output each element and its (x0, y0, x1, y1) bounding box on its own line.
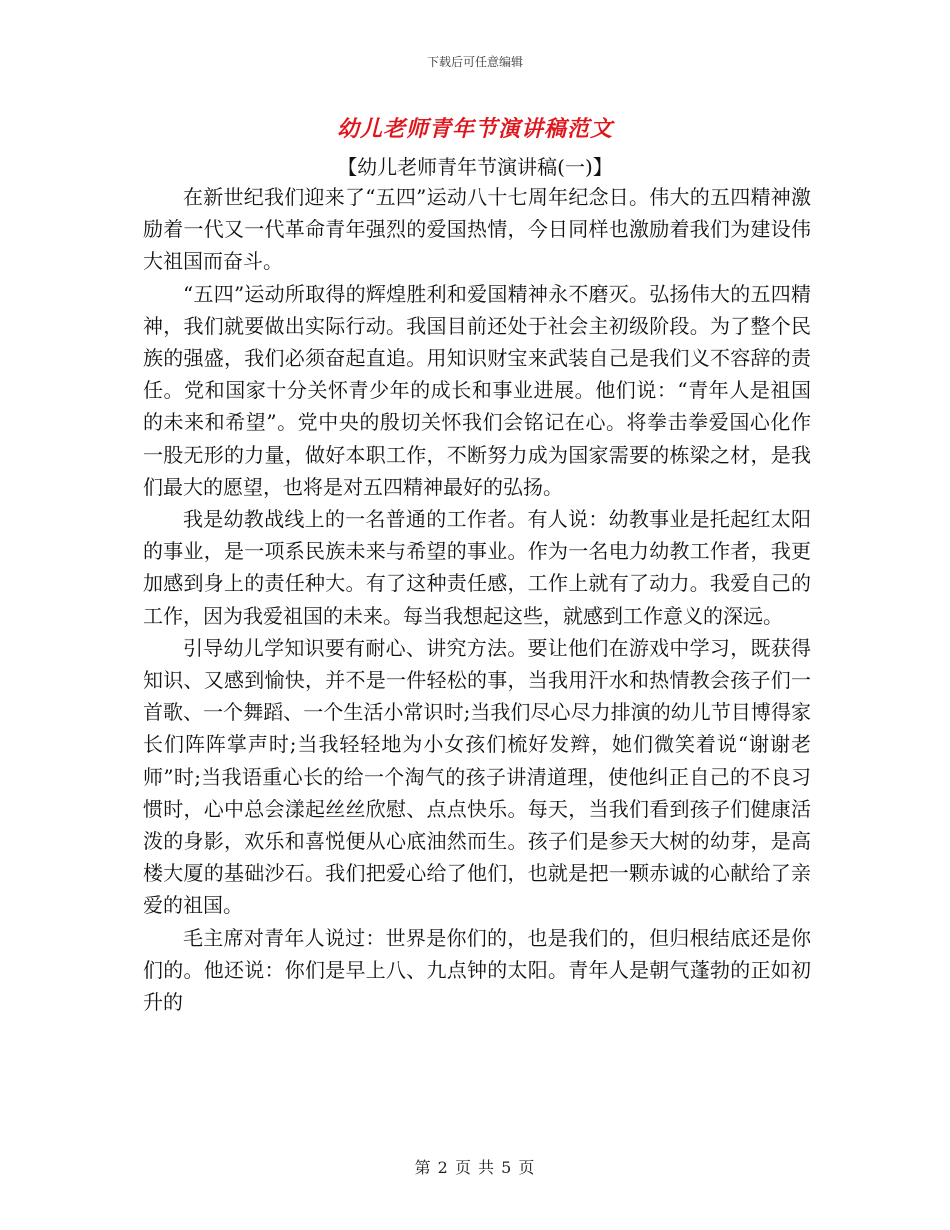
document-title: 幼儿老师青年节演讲稿范文 (336, 117, 613, 142)
paragraph: 引导幼儿学知识要有耐心、讲究方法。要让他们在游戏中学习，既获得知识、又感到愉快，并不是一件轻松的事，当我用汗水和热情教会孩子们一首歌、一个舞蹈、一个生活小常识时;当我们尽心尽力排演的幼儿节目博得家长们阵阵掌声时;当我轻轻地为小女孩们梳好发辫，她们微笑着说“谢谢老师”时;当我语重心长的给一个淘气的孩子讲清道理，使他纠正自己的不良习惯时，心中总会漾起丝丝欣慰、点点快乐。每天，当我们看到孩子们健康活泼的身影，欢乐和喜悦便从心底油然而生。孩子们是参天大树的幼芽，是高楼大厦的基础沙石。我们把爱心给了他们，也就是把一颗赤诚的心献给了亲爱的祖国。 (143, 635, 811, 918)
document-body (143, 181, 811, 1018)
header-note: 下载后可任意编辑 (426, 55, 523, 69)
paragraph: “五四”运动所取得的辉煌胜利和爱国精神永不磨灭。弘扬伟大的五四精神，我们就要做出实际行动。我国目前还处于社会主初级阶段。为了整个民族的强盛，我们必须奋起直追。用知识财宝来武装自己是我们义不容辞的责任。党和国家十分关怀青少年的成长和事业进展。他们说：“青年人是祖国的未来和希望”。党中央的殷切关怀我们会铭记在心。将拳击拳爱国心化作一股无形的力量，做好本职工作，不断努力成为国家需要的栋梁之材，是我们最大的愿望，也将是对五四精神最好的弘扬。 (143, 281, 811, 499)
section-heading: 【幼儿老师青年节演讲稿(一)】 (337, 155, 613, 179)
paragraph: 在新世纪我们迎来了“五四”运动八十七周年纪念日。伟大的五四精神激励着一代又一代革命青年强烈的爱国热情，今日同样也激励着我们为建设伟大祖国而奋斗。 (143, 185, 811, 274)
paragraph: 我是幼教战线上的一名普通的工作者。有人说：幼教事业是托起红太阳的事业，是一项系民族未来与希望的事业。作为一名电力幼教工作者，我更加感到身上的责任种大。有了这种责任感，工作上就有了动力。我爱自己的工作，因为我爱祖国的未来。每当我想起这些，就感到工作意义的深远。 (143, 507, 811, 628)
page-indicator: 第 2 页 共 5 页 (414, 1158, 536, 1177)
paragraph: 毛主席对青年人说过：世界是你们的，也是我们的，但归根结底还是你们的。他还说：你们是早上八、九点钟的太阳。青年人是朝气蓬勃的正如初升的 (143, 925, 811, 1015)
